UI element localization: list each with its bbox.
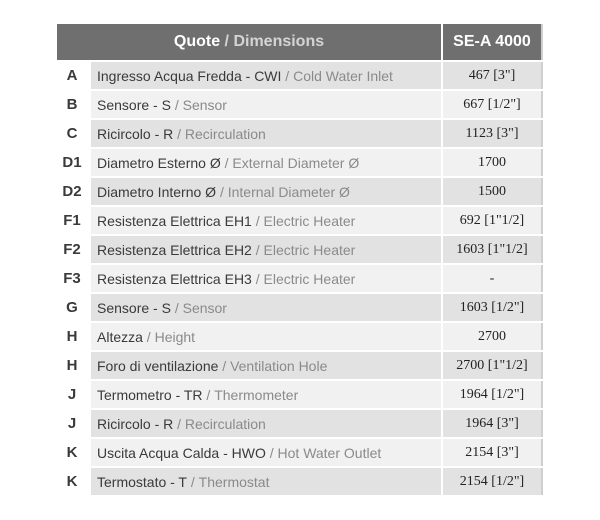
row-label-it: Foro di ventilazione: [97, 357, 219, 374]
row-description: [91, 323, 441, 350]
table-row: [57, 178, 543, 205]
row-label-en: Hot Water Outlet: [277, 444, 382, 461]
header-model: SE-A 4000: [443, 24, 541, 60]
row-label-sep: /: [265, 444, 278, 461]
row-value: 1123 [3"]: [443, 120, 541, 147]
row-label-sep: /: [251, 270, 264, 287]
row-code: A: [57, 62, 87, 89]
table-row: [57, 294, 543, 321]
row-label-en: Electric Heater: [263, 212, 356, 229]
row-description: [91, 468, 441, 495]
row-code: C: [57, 120, 87, 147]
table-row: [57, 91, 543, 118]
row-value: 1603 [1"1/2]: [443, 236, 541, 263]
row-value: 1500: [443, 178, 541, 205]
table-row: [57, 352, 543, 379]
table-row: [57, 439, 543, 466]
row-label-it: Termometro - TR: [97, 386, 203, 403]
row-description: [91, 120, 441, 147]
header-title-en: Dimensions: [233, 33, 325, 50]
row-label-it: Diametro Esterno Ø: [97, 154, 221, 171]
row-description: [91, 62, 441, 89]
row-label-sep: /: [281, 67, 294, 84]
row-label-en: External Diameter Ø: [232, 154, 360, 171]
table-row: [57, 207, 543, 234]
row-label-it: Termostato - T: [97, 473, 187, 490]
row-label-en: Recirculation: [184, 415, 266, 432]
row-label-sep: /: [251, 212, 264, 229]
row-description: [91, 178, 441, 205]
table-row: [57, 265, 543, 292]
row-value: 2154 [3"]: [443, 439, 541, 466]
row-label-en: Ventilation Hole: [230, 357, 328, 374]
row-label-en: Sensor: [182, 96, 227, 113]
row-label-en: Sensor: [182, 299, 227, 316]
row-label-en: Thermostat: [198, 473, 270, 490]
row-label-it: Altezza: [97, 328, 143, 345]
table-row: [57, 323, 543, 350]
row-description: [91, 381, 441, 408]
row-label-it: Ricircolo - R: [97, 125, 174, 142]
row-code: J: [57, 381, 87, 408]
row-description: [91, 439, 441, 466]
row-value: 692 [1"1/2]: [443, 207, 541, 234]
row-label-en: Electric Heater: [263, 241, 356, 258]
row-label-it: Sensore - S: [97, 96, 171, 113]
row-label-en: Electric Heater: [263, 270, 356, 287]
row-description: [91, 352, 441, 379]
row-label-sep: /: [173, 125, 185, 142]
row-description: [91, 236, 441, 263]
row-label-en: Internal Diameter Ø: [227, 183, 350, 200]
row-code: B: [57, 91, 87, 118]
row-label-sep: /: [202, 386, 215, 403]
row-label-sep: /: [218, 357, 231, 374]
table-row: [57, 120, 543, 147]
row-code: H: [57, 323, 87, 350]
row-label-en: Cold Water Inlet: [293, 67, 393, 84]
row-value: 667 [1/2"]: [443, 91, 541, 118]
row-code: J: [57, 410, 87, 437]
row-code: D2: [57, 178, 87, 205]
row-label-it: Uscita Acqua Calda - HWO: [97, 444, 266, 461]
row-description: [91, 207, 441, 234]
row-value: -: [443, 265, 541, 292]
row-code: H: [57, 352, 87, 379]
row-description: [91, 410, 441, 437]
row-value: 1964 [3"]: [443, 410, 541, 437]
row-description: [91, 149, 441, 176]
row-label-en: Recirculation: [184, 125, 266, 142]
row-label-en: Height: [154, 328, 196, 345]
row-value: 2700: [443, 323, 541, 350]
header-title-sep: /: [220, 33, 234, 50]
row-label-it: Sensore - S: [97, 299, 171, 316]
row-code: K: [57, 439, 87, 466]
row-code: F3: [57, 265, 87, 292]
row-value: 2154 [1/2"]: [443, 468, 541, 495]
row-value: 1603 [1/2"]: [443, 294, 541, 321]
row-description: [91, 265, 441, 292]
row-label-it: Resistenza Elettrica EH2: [97, 241, 252, 258]
row-code: D1: [57, 149, 87, 176]
row-label-sep: /: [173, 415, 185, 432]
table-body: [57, 62, 543, 495]
table-row: [57, 381, 543, 408]
row-code: K: [57, 468, 87, 495]
row-label-it: Ingresso Acqua Fredda - CWI: [97, 67, 282, 84]
row-label-sep: /: [216, 183, 228, 200]
row-label-sep: /: [187, 473, 199, 490]
table-header: [57, 24, 543, 60]
dimensions-table: [57, 24, 543, 497]
row-label-it: Resistenza Elettrica EH3: [97, 270, 252, 287]
row-label-sep: /: [220, 154, 233, 171]
row-value: 467 [3"]: [443, 62, 541, 89]
table-row: [57, 468, 543, 495]
row-label-sep: /: [251, 241, 264, 258]
row-label-sep: /: [170, 96, 183, 113]
table-row: [57, 149, 543, 176]
row-value: 1700: [443, 149, 541, 176]
table-row: [57, 236, 543, 263]
row-code: G: [57, 294, 87, 321]
row-value: 2700 [1"1/2]: [443, 352, 541, 379]
header-title: [57, 24, 441, 60]
row-label-it: Diametro Interno Ø: [97, 183, 217, 200]
row-label-sep: /: [170, 299, 183, 316]
row-label-en: Thermometer: [214, 386, 299, 403]
table-row: [57, 410, 543, 437]
row-label-it: Resistenza Elettrica EH1: [97, 212, 252, 229]
row-value: 1964 [1/2"]: [443, 381, 541, 408]
row-description: [91, 91, 441, 118]
row-label-sep: /: [142, 328, 155, 345]
table-row: [57, 62, 543, 89]
row-code: F1: [57, 207, 87, 234]
row-label-it: Ricircolo - R: [97, 415, 174, 432]
header-title-it: Quote: [173, 33, 221, 50]
row-description: [91, 294, 441, 321]
row-code: F2: [57, 236, 87, 263]
